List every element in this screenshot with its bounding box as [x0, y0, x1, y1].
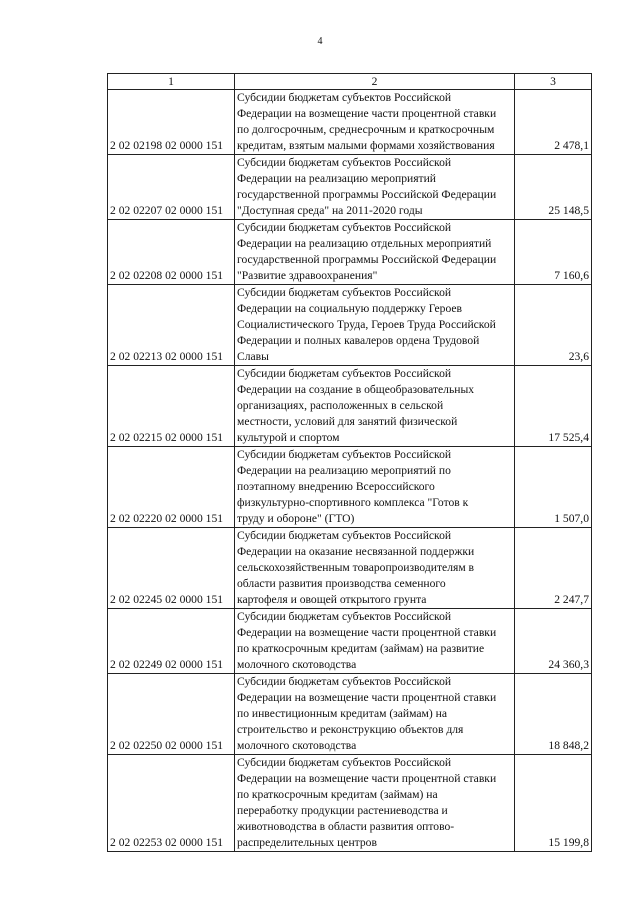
table-row	[108, 155, 592, 220]
description-line: по инвестиционным кредитам (займам) на	[237, 707, 447, 720]
description-line: "Развитие здравоохранения"	[237, 269, 378, 282]
table-row	[108, 755, 592, 852]
description-line: по долгосрочным, среднесрочным и краткосрочным	[237, 123, 495, 136]
description-line: поэтапному внедрению Всероссийского	[237, 480, 435, 493]
budget-code: 2 02 02220 02 0000 151	[108, 447, 235, 528]
budget-code: 2 02 02250 02 0000 151	[108, 674, 235, 755]
description-line: Субсидии бюджетам субъектов Российской	[237, 529, 452, 542]
description-line: сельскохозяйственным товаропроизводителям в	[237, 561, 475, 574]
description-line: по краткосрочным кредитам (займам) на	[237, 788, 438, 801]
description-line: Субсидии бюджетам субъектов Российской	[237, 286, 452, 299]
amount: 24 360,3	[515, 609, 592, 674]
table-row	[108, 528, 592, 609]
budget-code: 2 02 02249 02 0000 151	[108, 609, 235, 674]
table-row	[108, 674, 592, 755]
description-line: Федерации на возмещение части процентной ставки	[237, 772, 497, 785]
budget-code: 2 02 02208 02 0000 151	[108, 220, 235, 285]
description-line: государственной программы Российской Федерации	[237, 253, 497, 266]
description-line: Федерации на реализацию мероприятий	[237, 172, 437, 185]
header-col-3: 3	[515, 74, 592, 90]
description-line: по краткосрочным кредитам (займам) на развитие	[237, 642, 485, 655]
table-row	[108, 220, 592, 285]
description-line: "Доступная среда" на 2011-2020 годы	[237, 204, 423, 217]
description-line: Субсидии бюджетам субъектов Российской	[237, 91, 452, 104]
page-number: 4	[317, 36, 323, 47]
description	[235, 285, 515, 366]
description-line: Федерации на оказание несвязанной поддержки	[237, 545, 475, 558]
description-line: Федерации на реализацию отдельных мероприятий	[237, 237, 492, 250]
description-line: Федерации на реализацию мероприятий по	[237, 464, 451, 477]
header-col-1: 1	[108, 74, 235, 90]
description-line: Федерации на создание в общеобразовательных	[237, 383, 475, 396]
header-col-2: 2	[235, 74, 515, 90]
budget-code: 2 02 02198 02 0000 151	[108, 90, 235, 155]
amount: 2 247,7	[515, 528, 592, 609]
budget-code: 2 02 02207 02 0000 151	[108, 155, 235, 220]
description-line: Федерации на возмещение части процентной ставки	[237, 691, 497, 704]
description	[235, 366, 515, 447]
description-line: Субсидии бюджетам субъектов Российской	[237, 756, 452, 769]
amount: 18 848,2	[515, 674, 592, 755]
description-line: Субсидии бюджетам субъектов Российской	[237, 221, 452, 234]
amount: 17 525,4	[515, 366, 592, 447]
table-row	[108, 285, 592, 366]
description-line: физкультурно-спортивного комплекса "Готов к	[237, 496, 469, 509]
amount: 7 160,6	[515, 220, 592, 285]
description	[235, 674, 515, 755]
description-line: Субсидии бюджетам субъектов Российской	[237, 610, 452, 623]
header-row	[108, 74, 592, 90]
description-line: переработку продукции растениеводства и	[237, 804, 448, 817]
description-line: животноводства в области развития оптово-	[237, 820, 455, 833]
description-line: молочного скотоводства	[237, 739, 357, 752]
description-line: молочного скотоводства	[237, 658, 357, 671]
description-line: Федерации на социальную поддержку Героев	[237, 302, 463, 315]
amount: 23,6	[515, 285, 592, 366]
description	[235, 155, 515, 220]
description-line: государственной программы Российской Федерации	[237, 188, 497, 201]
table-row	[108, 90, 592, 155]
description-line: строительство и реконструкцию объектов для	[237, 723, 464, 736]
budget-code: 2 02 02215 02 0000 151	[108, 366, 235, 447]
description-line: картофеля и овощей открытого грунта	[237, 593, 427, 606]
description-line: Федерации на возмещение части процентной ставки	[237, 107, 497, 120]
table-row	[108, 447, 592, 528]
description-line: Субсидии бюджетам субъектов Российской	[237, 448, 452, 461]
description-line: распределительных центров	[237, 836, 377, 849]
description-line: кредитам, взятым малыми формами хозяйствования	[237, 139, 495, 152]
description-line: Федерации и полных кавалеров ордена Трудовой	[237, 334, 480, 347]
description-line: организациях, расположенных в сельской	[237, 399, 444, 412]
budget-code: 2 02 02253 02 0000 151	[108, 755, 235, 852]
budget-code: 2 02 02213 02 0000 151	[108, 285, 235, 366]
description-line: Социалистического Труда, Героев Труда Российской	[237, 318, 496, 331]
budget-table	[107, 73, 592, 852]
description	[235, 220, 515, 285]
table-body	[108, 74, 592, 852]
description-line: местности, условий для занятий физической	[237, 415, 458, 428]
description	[235, 447, 515, 528]
budget-code: 2 02 02245 02 0000 151	[108, 528, 235, 609]
amount: 15 199,8	[515, 755, 592, 852]
description-line: Федерации на возмещение части процентной ставки	[237, 626, 497, 639]
description-line: Субсидии бюджетам субъектов Российской	[237, 367, 452, 380]
amount: 1 507,0	[515, 447, 592, 528]
table-row	[108, 366, 592, 447]
description-line: труду и обороне" (ГТО)	[237, 512, 355, 525]
description	[235, 90, 515, 155]
description-line: Субсидии бюджетам субъектов Российской	[237, 675, 452, 688]
description-line: области развития производства семенного	[237, 577, 446, 590]
table-row	[108, 609, 592, 674]
description-line: Славы	[237, 350, 269, 363]
description	[235, 528, 515, 609]
description	[235, 609, 515, 674]
amount: 2 478,1	[515, 90, 592, 155]
description-line: Субсидии бюджетам субъектов Российской	[237, 156, 452, 169]
amount: 25 148,5	[515, 155, 592, 220]
description	[235, 755, 515, 852]
description-line: культурой и спортом	[237, 431, 340, 444]
